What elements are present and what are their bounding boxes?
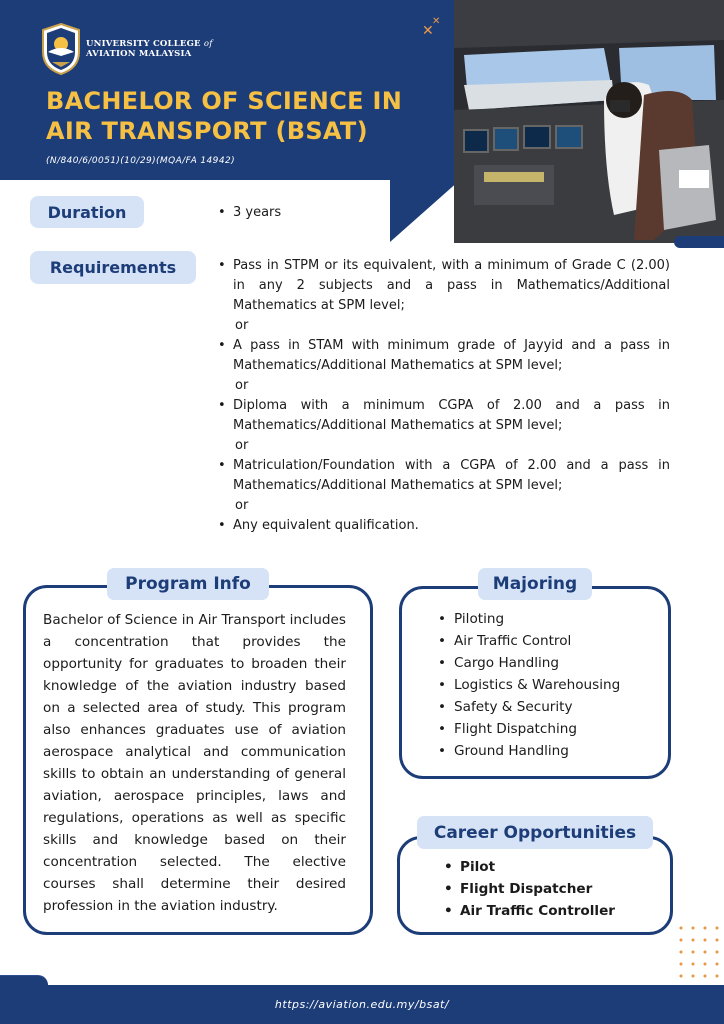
list-item: • Logistics & Warehousing: [438, 674, 620, 696]
requirements-label: Requirements: [30, 251, 196, 284]
page-title: BACHELOR OF SCIENCE IN AIR TRANSPORT (BSAT): [46, 87, 403, 145]
majoring-title: Majoring: [478, 568, 592, 600]
accreditation-code: (N/840/6/0051)(10/29)(MQA/FA 14942): [46, 156, 235, 166]
footer-bar: [0, 985, 724, 1024]
duration-label: Duration: [30, 196, 144, 228]
crest-icon: [40, 22, 82, 76]
list-item: • Any equivalent qualification.: [218, 516, 670, 536]
program-info-text: Bachelor of Science in Air Transport includes a concentration that provides the opportunity for graduates to broaden their knowledge of the aviation industry based on a selected area of study. This program also enhances graduates use of aviation aerospace analytical and communication skills to obtain an understanding of general aviation, aerospace principles, laws and regulations, operations as well as specific skills and knowledge based on their concentration selected. The elective courses shall determine their desired profession in the aviation industry.: [43, 612, 346, 914]
career-list: [444, 856, 615, 922]
or-separator: or: [235, 438, 249, 453]
list-item: • Cargo Handling: [438, 652, 620, 674]
dot-grid-decoration: [675, 922, 724, 978]
list-item: • Air Traffic Controller: [444, 900, 615, 922]
list-item: • Pass in STPM or its equivalent, with a minimum of Grade C (2.00) in any 2 subjects and a pass in Mathematics/Additional Mathematics at SPM level;: [218, 256, 670, 316]
program-info-title: Program Info: [107, 568, 269, 600]
or-separator: or: [235, 318, 249, 333]
requirements-list: [218, 256, 670, 536]
list-item: • Flight Dispatcher: [444, 878, 615, 900]
list-item: • Ground Handling: [438, 740, 620, 762]
majoring-list: [438, 608, 620, 762]
university-logo: [40, 22, 213, 76]
duration-list: [218, 203, 518, 223]
university-name: UNIVERSITY COLLEGE of AVIATION MALAYSIA: [86, 39, 213, 59]
list-item: • Flight Dispatching: [438, 718, 620, 740]
list-item: • Air Traffic Control: [438, 630, 620, 652]
list-item: • Pilot: [444, 856, 615, 878]
list-item: • A pass in STAM with minimum grade of Jayyid and a pass in Mathematics/Additional Mathematics at SPM level;: [218, 336, 670, 376]
cross-decoration-icon: ✕: [422, 23, 434, 39]
footer-url-link[interactable]: https://aviation.edu.my/bsat/: [274, 998, 450, 1011]
cross-decoration-icon: ✕: [432, 16, 441, 27]
list-item: • Matriculation/Foundation with a CGPA of 2.00 and a pass in Mathematics/Additional Mathematics at SPM level;: [218, 456, 670, 496]
list-item: • Safety & Security: [438, 696, 620, 718]
list-item: • Diploma with a minimum CGPA of 2.00 and a pass in Mathematics/Additional Mathematics at SPM level;: [218, 396, 670, 436]
or-separator: or: [235, 378, 249, 393]
career-title: Career Opportunities: [417, 816, 653, 849]
list-item: • 3 years: [218, 203, 518, 223]
or-separator: or: [235, 498, 249, 513]
photo-accent-bar: [674, 236, 724, 248]
list-item: • Piloting: [438, 608, 620, 630]
